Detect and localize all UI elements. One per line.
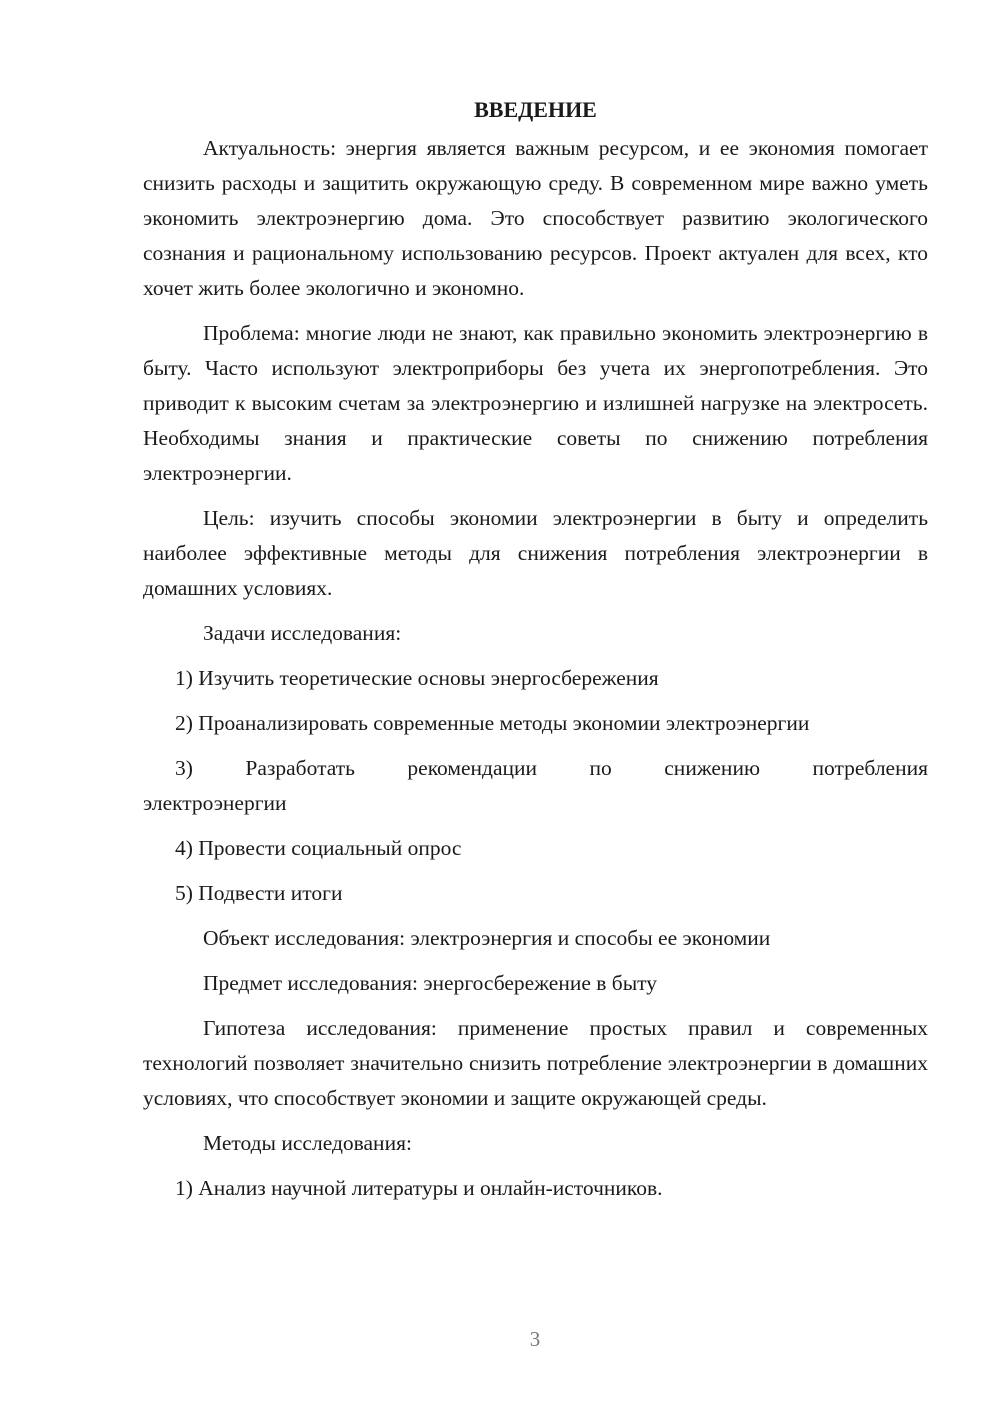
research-object: Объект исследования: электроэнергия и способы ее экономии [203,926,771,950]
problem-paragraph: Проблема: многие люди не знают, как правильно экономить электроэнергию в быту. Часто используют электроприборы без учета их энергопотребления. Это приводит к высоким счетам за электроэнергию и излишней нагрузке на электросеть. Необходимы знания и практические советы по снижению потребления электроэнергии. [143,321,928,485]
method-item-1: 1) Анализ научной литературы и онлайн-источников. [175,1176,663,1200]
task-item-3: 3) Разработать рекомендации по снижению потребления электроэнергии [143,756,928,815]
methods-heading: Методы исследования: [203,1131,412,1155]
section-title: ВВЕДЕНИЕ [474,97,597,122]
page-number: 3 [529,1327,541,1351]
tasks-heading: Задачи исследования: [203,621,402,645]
hypothesis-paragraph: Гипотеза исследования: применение простых правил и современных технологий позволяет значительно снизить потребление электроэнергии в домашних условиях, что способствует экономии и защите окружающей среды. [143,1016,928,1110]
task-item-5: 5) Подвести итоги [175,881,343,905]
task-item-2: 2) Проанализировать современные методы экономии электроэнергии [175,711,810,735]
task-item-1: 1) Изучить теоретические основы энергосбережения [175,666,659,690]
page-content [143,92,928,1216]
task-item-4: 4) Провести социальный опрос [175,836,462,860]
relevance-paragraph: Актуальность: энергия является важным ресурсом, и ее экономия помогает снизить расходы и защитить окружающую среду. В современном мире важно уметь экономить электроэнергию дома. Это способствует развитию экологического сознания и рациональному использованию ресурсов. Проект актуален для всех, кто хочет жить более экологично и экономно. [143,136,928,300]
goal-paragraph: Цель: изучить способы экономии электроэнергии в быту и определить наиболее эффективные методы для снижения потребления электроэнергии в домашних условиях. [143,506,928,600]
research-subject: Предмет исследования: энергосбережение в быту [203,971,658,995]
